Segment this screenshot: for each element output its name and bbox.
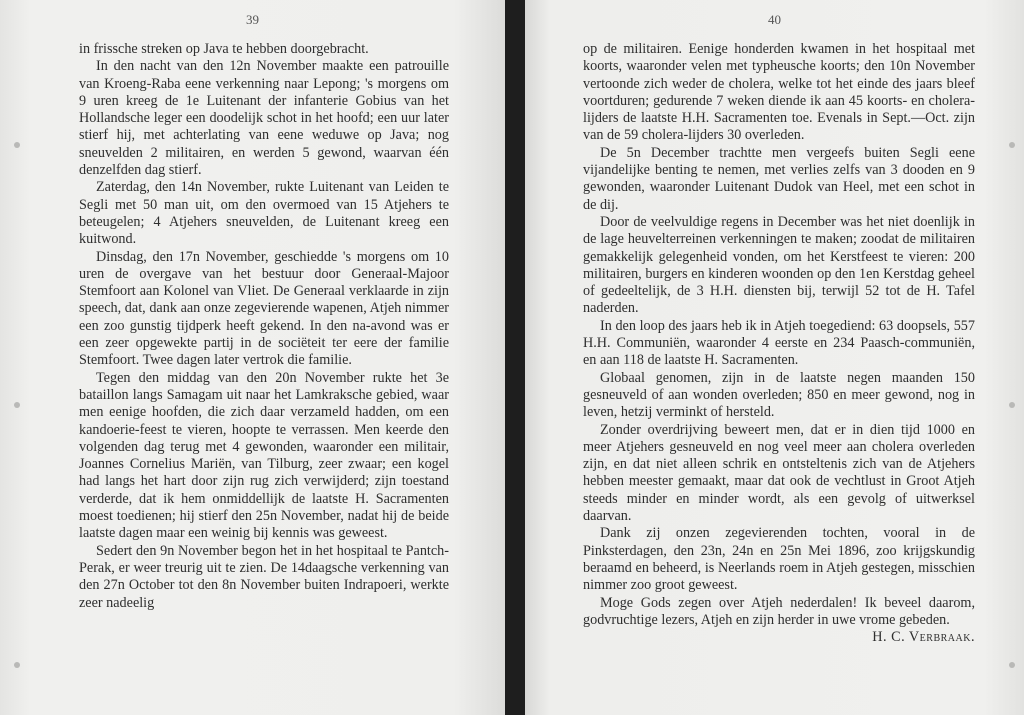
paragraph: Dank zij onzen zegevierenden tochten, vooral in de Pinksterdagen, den 23n, 24n en 25n Mei 1896, zoo krijgskundig beraamd en beheerd, is Neerlands roem in Atjeh gestegen, misschien nimmer zoo groot geweest. (583, 525, 975, 594)
right-page-text (583, 41, 975, 646)
left-page-text (79, 41, 449, 612)
paragraph: Globaal genomen, zijn in de laatste negen maanden 150 gesneuveld of aan wonden overleden; 850 en meer gewond, nog in leven, hetzij verminkt of hersteld. (583, 369, 975, 421)
paragraph: op de militairen. Eenige honderden kwamen in het hospitaal met koorts, waaronder velen met typheusche koorts; den 10n November vertoonde zich weder de cholera, welke tot het einde des jaars bleef voortduren; gedurende 7 weken diende ik aan 45 koorts- en cholera-lijders de laatste H.H. Sacramenten toe. Evenals in Sept.—Oct. zijn van de 59 cholera-lijders 30 overleden. (583, 41, 975, 144)
right-page (525, 0, 1024, 715)
paragraph: Dinsdag, den 17n November, geschiedde 's morgens om 10 uren de overgave van het bestuur door Generaal-Majoor Stemfoort aan Kolonel van Vliet. De Generaal verklaarde in zijn speech, dat, dank aan onze zegevierende wapenen, Atjeh nimmer een zoo gunstig tijdperk heeft gekend. In den na-avond was er een zeer opgewekte partij in de sociëteit ter eere der familie Stemfoort. Twee dagen later vertrok die familie. (79, 248, 449, 369)
page-number-left: 39 (246, 12, 259, 27)
paragraph: Moge Gods zegen over Atjeh nederdalen! Ik beveel daarom, godvruchtige lezers, Atjeh en zijn herder in uwe vrome gebeden. (583, 594, 975, 628)
paragraph: Tegen den middag van den 20n November rukte het 3e bataillon langs Samagam uit naar het Lamkraksche gebied, waar men eenige hoofden, die zich daar verzameld hadden, om een kandoerie-feest te vieren, hoopte te verrassen. Men keerde den volgenden dag terug met 4 gewonden, waaronder een militair, Joannes Cornelius Mariën, van Tilburg, zeer zwaar; een kogel had langs het hart door zijn rug zich verwijderd; zijn toestand verderde, dat ik hem onmiddellijk de laatste H. Sacramenten moest toedienen; hij stierf den 25n November, nadat hij de beide laatste dagen maar een weinig bij kennis was geweest. (79, 369, 449, 542)
page-edge-mark (1009, 662, 1015, 668)
paragraph: in frissche streken op Java te hebben doorgebracht. (79, 41, 369, 57)
page-number-right: 40 (768, 12, 781, 27)
paragraph: Zonder overdrijving beweert men, dat er in dien tijd 1000 en meer Atjehers gesneuveld en nog veel meer aan cholera overleden zijn, en dat niet alleen schrik en ontsteltenis zich van de Atjehers hebben meester gemaakt, maar dat ook de vechtlust in Groot Atjeh steeds minder en minder wordt, als een gevolg of uitwerksel daarvan. (583, 421, 975, 525)
paragraph: De 5n December trachtte men vergeefs buiten Segli eene vijandelijke benting te nemen, met verlies zelfs van 3 dooden en 9 gewonden, waaronder Luitenant Dudok van Heel, met een schot in de dij. (583, 144, 975, 213)
page-edge-mark (14, 402, 20, 408)
book-gutter (505, 0, 525, 715)
page-edge-mark (1009, 142, 1015, 148)
page-edge-mark (14, 142, 20, 148)
paragraph: In den loop des jaars heb ik in Atjeh toegediend: 63 doopsels, 557 H.H. Communiën, waaronder 4 eerste en 234 Paasch-communiën, en aan 118 de laatste H. Sacramenten. (583, 317, 975, 369)
page-edge-mark (14, 662, 20, 668)
paragraph: In den nacht van den 12n November maakte een patrouille van Kroeng-Raba eene verkenning naar Lepong; 's morgens om 9 uren kreeg de 1e Luitenant der infanterie Gobius van het Hollandsche leger een doodelijk schot in het hoofd; een uur later stierf hij, met achterlating van eene weduwe op Java; nog sneuvelden 2 militairen, en werden 5 gewond, waarvan één denzelfden dag stierf. (79, 58, 449, 179)
paragraph: Door de veelvuldige regens in December was het niet doenlijk in de lage heuvelterreinen verkenningen te maken; zoodat de militairen gemakkelijk gelegenheid vonden, om het Kerstfeest te vieren: 200 militairen, burgers en kinderen woonden op den 1en Kerstdag geheel of gedeeltelijk, de 3 H.H. diensten bij, terwijl 52 tot de H. Tafel naderden. (583, 213, 975, 317)
left-page (0, 0, 505, 715)
paragraph: Zaterdag, den 14n November, rukte Luitenant van Leiden te Segli met 50 man uit, om den overmoed van 15 Atjehers te beteugelen; 4 Atjehers sneuvelden, de Luitenant kreeg een kuitwond. (79, 179, 449, 248)
page-edge-mark (1009, 402, 1015, 408)
paragraph: Sedert den 9n November begon het in het hospitaal te Pantch-Perak, er weer treurig uit te zien. De 14daagsche verkenning van den 27n October tot den 8n November buiten Indrapoeri, werkte zeer nadeelig (79, 542, 449, 611)
signature: H. C. Verbraak. (872, 629, 975, 646)
